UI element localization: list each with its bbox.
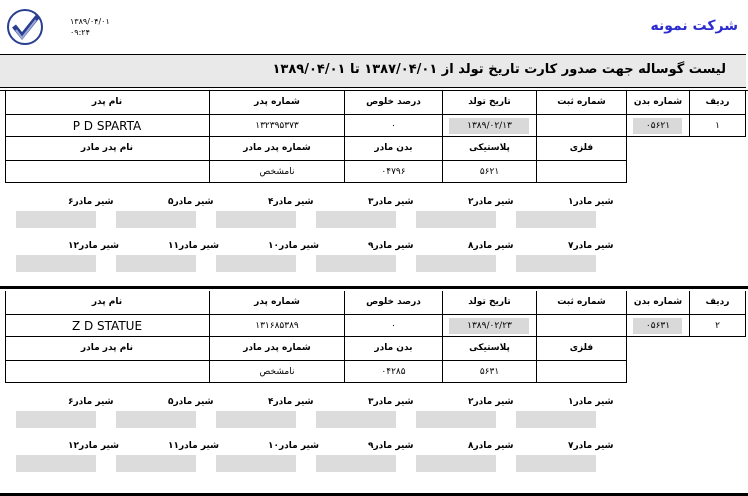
header-cell: شماره پدر — [210, 91, 345, 115]
header-cell: فلزی — [537, 337, 627, 361]
milk-value-box — [316, 255, 396, 272]
milk-label: شیر مادر۴ — [268, 197, 314, 207]
header-cell: شماره پدر مادر — [210, 337, 345, 361]
value-cell: ۰۵۶۳۱ — [627, 315, 690, 337]
milk-value-box — [116, 455, 196, 472]
milk-label: شیر مادر۹ — [368, 241, 414, 251]
milk-value-box — [416, 255, 496, 272]
report-title-bar — [0, 55, 746, 88]
milk-label: شیر مادر۲ — [468, 197, 514, 207]
print-time: ۰۹:۲۴ — [70, 28, 90, 37]
milk-label: شیر مادر۱۲ — [68, 241, 120, 251]
company-name: شرکت نمونه — [650, 18, 738, 34]
header-cell: شماره ثبت — [537, 91, 627, 115]
milk-value-box — [16, 455, 96, 472]
milk-label: شیر مادر۵ — [168, 197, 214, 207]
value-cell: ۵۶۲۱ — [443, 161, 537, 183]
milk-value-box — [116, 411, 196, 428]
report-title: لیست گوساله جهت صدور کارت تاریخ تولد از ۱۳۸۷/۰۴/۰۱ تا ۱۳۸۹/۰۴/۰۱ — [272, 62, 726, 77]
value-cell — [537, 315, 627, 337]
milk-label: شیر مادر۱۰ — [268, 441, 320, 451]
milk-value-box — [516, 455, 596, 472]
value-cell: ۱۳۸۹/۰۲/۲۳ — [443, 315, 537, 337]
header-cell: نام پدر مادر — [5, 137, 210, 161]
milk-label: شیر مادر۷ — [568, 441, 614, 451]
milk-value-box — [216, 211, 296, 228]
milk-label: شیر مادر۱ — [568, 397, 614, 407]
value-cell — [537, 361, 627, 383]
milk-label: شیر مادر۲ — [468, 397, 514, 407]
table-border — [5, 291, 6, 383]
header-cell: نام پدر — [5, 91, 210, 115]
value-cell: ۰۴۲۸۵ — [345, 361, 443, 383]
milk-value-box — [316, 455, 396, 472]
milk-value-box — [316, 211, 396, 228]
milk-label: شیر مادر۳ — [368, 397, 414, 407]
milk-value-box — [216, 255, 296, 272]
value-cell: ۱ — [690, 115, 746, 137]
table-border — [5, 91, 6, 183]
milk-value-box — [316, 411, 396, 428]
value-cell: ۱۳۸۹/۰۲/۱۳ — [443, 115, 537, 137]
header-cell: پلاستیکی — [443, 337, 537, 361]
value-cell: ۰۴۷۹۶ — [345, 161, 443, 183]
milk-label: شیر مادر۱۲ — [68, 441, 120, 451]
value-cell: ۱۳۲۳۹۵۳۷۳ — [210, 115, 345, 137]
header-cell: درصد خلوص — [345, 91, 443, 115]
milk-value-box — [416, 411, 496, 428]
milk-value-box — [116, 211, 196, 228]
page-border-top — [0, 90, 748, 91]
milk-value-box — [516, 411, 596, 428]
value-cell: ۰ — [345, 315, 443, 337]
value-cell: ۱۳۱۶۸۵۳۸۹ — [210, 315, 345, 337]
value-cell — [537, 115, 627, 137]
header-cell: ردیف — [690, 91, 746, 115]
report-header — [0, 0, 746, 55]
value-cell: Z D STATUE — [5, 315, 210, 337]
print-datetime — [70, 16, 110, 38]
header-cell: نام پدر مادر — [5, 337, 210, 361]
header-cell: شماره پدر — [210, 291, 345, 315]
milk-label: شیر مادر۶ — [68, 397, 114, 407]
milk-value-box — [216, 455, 296, 472]
print-date: ۱۳۸۹/۰۴/۰۱ — [70, 17, 110, 26]
milk-label: شیر مادر۹ — [368, 441, 414, 451]
milk-label: شیر مادر۴ — [268, 397, 314, 407]
header-cell: ردیف — [690, 291, 746, 315]
header-cell: نام پدر — [5, 291, 210, 315]
milk-label: شیر مادر۳ — [368, 197, 414, 207]
milk-value-box — [16, 411, 96, 428]
header-cell: شماره بدن — [627, 91, 690, 115]
milk-value-box — [216, 411, 296, 428]
value-cell — [537, 161, 627, 183]
milk-value-box — [516, 211, 596, 228]
header-cell: فلزی — [537, 137, 627, 161]
milk-value-box — [16, 211, 96, 228]
header-cell: شماره ثبت — [537, 291, 627, 315]
header-cell: پلاستیکی — [443, 137, 537, 161]
value-cell — [5, 361, 210, 383]
value-cell: ۰ — [345, 115, 443, 137]
milk-label: شیر مادر۵ — [168, 397, 214, 407]
record-separator — [0, 286, 748, 289]
value-cell: ۲ — [690, 315, 746, 337]
header-cell: بدن مادر — [345, 337, 443, 361]
milk-label: شیر مادر۸ — [468, 241, 514, 251]
value-cell: ۰۵۶۲۱ — [627, 115, 690, 137]
header-cell: بدن مادر — [345, 137, 443, 161]
value-cell: P D SPARTA — [5, 115, 210, 137]
milk-value-box — [516, 255, 596, 272]
milk-label: شیر مادر۱۱ — [168, 441, 220, 451]
company-logo — [6, 8, 44, 46]
value-cell: نامشخص — [210, 361, 345, 383]
header-cell: تاریخ تولد — [443, 91, 537, 115]
milk-value-box — [416, 211, 496, 228]
value-cell — [5, 161, 210, 183]
milk-value-box — [416, 455, 496, 472]
header-cell: شماره پدر مادر — [210, 137, 345, 161]
milk-label: شیر مادر۱۰ — [268, 241, 320, 251]
milk-label: شیر مادر۷ — [568, 241, 614, 251]
milk-label: شیر مادر۱۱ — [168, 241, 220, 251]
header-cell: تاریخ تولد — [443, 291, 537, 315]
header-cell: درصد خلوص — [345, 291, 443, 315]
value-cell: ۵۶۳۱ — [443, 361, 537, 383]
milk-value-box — [16, 255, 96, 272]
milk-label: شیر مادر۶ — [68, 197, 114, 207]
milk-label: شیر مادر۸ — [468, 441, 514, 451]
milk-label: شیر مادر۱ — [568, 197, 614, 207]
milk-value-box — [116, 255, 196, 272]
header-cell: شماره بدن — [627, 291, 690, 315]
value-cell: نامشخص — [210, 161, 345, 183]
